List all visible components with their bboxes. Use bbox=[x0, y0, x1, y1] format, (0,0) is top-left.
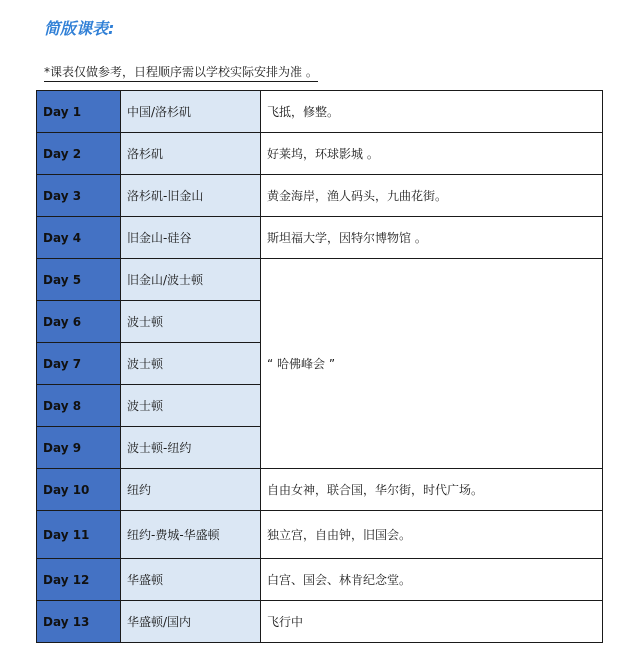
location-cell: 洛杉矶-旧金山 bbox=[121, 175, 261, 217]
day-cell: Day 6 bbox=[37, 301, 121, 343]
activity-cell: 白宫、国会、林肯纪念堂。 bbox=[261, 559, 603, 601]
table-row bbox=[37, 217, 603, 259]
table-row bbox=[37, 511, 603, 559]
table-row bbox=[37, 259, 603, 301]
day-cell: Day 7 bbox=[37, 343, 121, 385]
location-cell: 华盛顿 bbox=[121, 559, 261, 601]
table-row bbox=[37, 175, 603, 217]
table-row bbox=[37, 601, 603, 643]
day-cell: Day 12 bbox=[37, 559, 121, 601]
location-cell: 波士顿 bbox=[121, 343, 261, 385]
day-cell: Day 1 bbox=[37, 91, 121, 133]
location-cell: 中国/洛杉矶 bbox=[121, 91, 261, 133]
location-cell: 华盛顿/国内 bbox=[121, 601, 261, 643]
day-cell: Day 3 bbox=[37, 175, 121, 217]
day-cell: Day 10 bbox=[37, 469, 121, 511]
day-cell: Day 9 bbox=[37, 427, 121, 469]
schedule-table bbox=[36, 90, 603, 643]
day-cell: Day 4 bbox=[37, 217, 121, 259]
day-cell: Day 11 bbox=[37, 511, 121, 559]
location-cell: 洛杉矶 bbox=[121, 133, 261, 175]
day-cell: Day 8 bbox=[37, 385, 121, 427]
location-cell: 波士顿 bbox=[121, 385, 261, 427]
schedule-note: *课表仅做参考，日程顺序需以学校实际安排为准 。 bbox=[44, 63, 318, 82]
table-row bbox=[37, 559, 603, 601]
merged-activity-cell: “ 哈佛峰会 ” bbox=[261, 259, 603, 469]
table-row bbox=[37, 133, 603, 175]
location-cell: 旧金山-硅谷 bbox=[121, 217, 261, 259]
day-cell: Day 2 bbox=[37, 133, 121, 175]
table-row bbox=[37, 469, 603, 511]
table-row bbox=[37, 91, 603, 133]
day-cell: Day 13 bbox=[37, 601, 121, 643]
activity-cell: 黄金海岸，渔人码头，九曲花街。 bbox=[261, 175, 603, 217]
location-cell: 纽约-费城-华盛顿 bbox=[121, 511, 261, 559]
location-cell: 纽约 bbox=[121, 469, 261, 511]
activity-cell: 独立宫，自由钟，旧国会。 bbox=[261, 511, 603, 559]
activity-cell: 自由女神，联合国，华尔街，时代广场。 bbox=[261, 469, 603, 511]
location-cell: 旧金山/波士顿 bbox=[121, 259, 261, 301]
location-cell: 波士顿-纽约 bbox=[121, 427, 261, 469]
location-cell: 波士顿 bbox=[121, 301, 261, 343]
activity-cell: 斯坦福大学，因特尔博物馆 。 bbox=[261, 217, 603, 259]
activity-cell: 飞抵，修整。 bbox=[261, 91, 603, 133]
activity-cell: 好莱坞，环球影城 。 bbox=[261, 133, 603, 175]
page-title: 简版课表: bbox=[44, 19, 115, 38]
day-cell: Day 5 bbox=[37, 259, 121, 301]
activity-cell: 飞行中 bbox=[261, 601, 603, 643]
